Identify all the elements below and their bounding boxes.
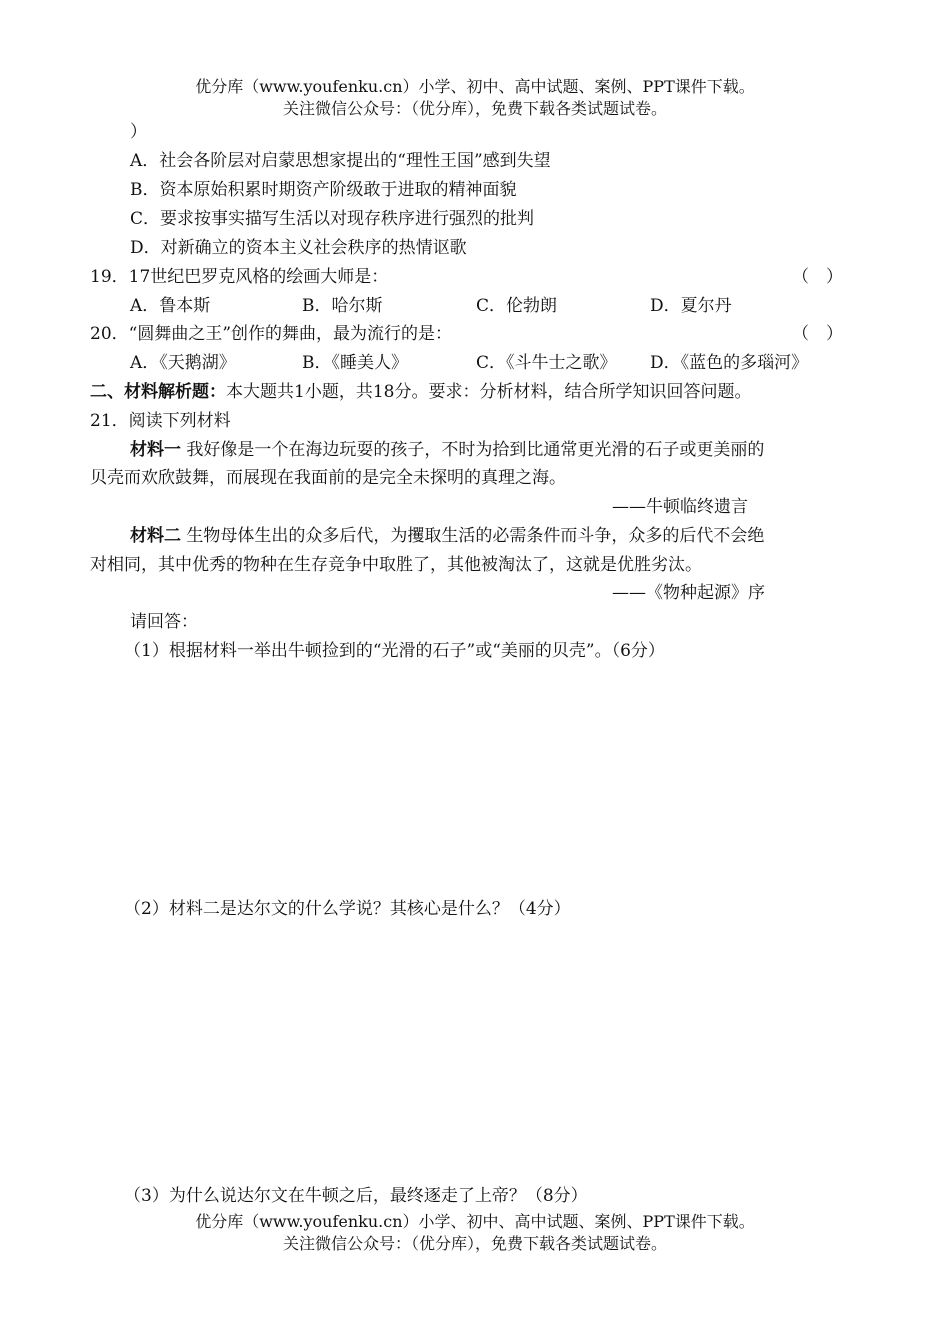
sub-question-2: （2）材料二是达尔文的什么学说？其核心是什么？（4分）: [124, 899, 571, 919]
material2-line1: [130, 525, 764, 547]
page-header-line1: 优分库（www.youfenku.cn）小学、初中、高中试题、案例、PPT课件下载。: [195, 77, 755, 96]
material1-label: 材料一: [130, 440, 181, 460]
q18-option-c: C．要求按事实描写生活以对现存秩序进行强烈的批判: [130, 209, 535, 229]
q20-option-c: C．《斗牛士之歌》: [476, 353, 617, 373]
q18-option-a: A．社会各阶层对启蒙思想家提出的“理性王国”感到失望: [130, 151, 551, 171]
page-footer-line2: 关注微信公众号：（优分库），免费下载各类试题试卷。: [282, 1234, 667, 1253]
q19-answer-paren: （ ）: [792, 267, 843, 287]
q19-option-b: B．哈尔斯: [302, 296, 383, 316]
q20-option-d: D．《蓝色的多瑙河》: [650, 353, 809, 373]
q20-answer-paren: （ ）: [792, 324, 843, 344]
material1-line1: [130, 439, 764, 461]
q20-option-b: B．《睡美人》: [302, 353, 408, 373]
q20-option-a: A．《天鹅湖》: [130, 353, 236, 373]
section2-title: 二、材料解析题：: [90, 382, 226, 402]
section2-heading: [90, 381, 751, 403]
sub-question-3: （3）为什么说达尔文在牛顿之后，最终逐走了上帝？（8分）: [124, 1186, 588, 1206]
q19-option-d: D．夏尔丹: [650, 296, 732, 316]
material1-text1: 我好像是一个在海边玩耍的孩子，不时为拾到比通常更光滑的石子或更美丽的: [181, 440, 765, 460]
q19-option-a: A．鲁本斯: [130, 296, 211, 316]
page-header-line2: 关注微信公众号：（优分库），免费下载各类试题试卷。: [282, 99, 667, 118]
q19-stem: 19．17世纪巴罗克风格的绘画大师是：: [90, 267, 389, 287]
material2-text1: 生物母体生出的众多后代，为攫取生活的必需条件而斗争，众多的后代不会绝: [181, 526, 765, 546]
q18-close-paren: ）: [130, 122, 147, 142]
answer-prompt: 请回答：: [130, 612, 198, 632]
q18-option-b: B．资本原始积累时期资产阶级敢于进取的精神面貌: [130, 180, 517, 200]
q20-stem: 20．“圆舞曲之王”创作的舞曲，最为流行的是：: [90, 324, 453, 344]
q19-option-c: C．伦勃朗: [476, 296, 558, 316]
material2-line2: 对相同，其中优秀的物种在生存竞争中取胜了，其他被淘汰了，这就是优胜劣汰。: [90, 555, 702, 575]
material2-source: ——《物种起源》序: [612, 583, 765, 603]
q18-option-d: D．对新确立的资本主义社会秩序的热情讴歌: [130, 238, 467, 258]
q21-stem: 21．阅读下列材料: [90, 411, 231, 431]
section2-desc: 本大题共1小题，共18分。要求：分析材料，结合所学知识回答问题。: [226, 382, 752, 402]
material1-source: ——牛顿临终遗言: [612, 497, 748, 517]
material2-label: 材料二: [130, 526, 181, 546]
page-footer-line1: 优分库（www.youfenku.cn）小学、初中、高中试题、案例、PPT课件下载。: [195, 1212, 755, 1231]
sub-question-1: （1）根据材料一举出牛顿捡到的“光滑的石子”或“美丽的贝壳”。（6分）: [124, 641, 665, 661]
material1-line2: 贝壳而欢欣鼓舞，而展现在我面前的是完全未探明的真理之海。: [90, 468, 566, 488]
